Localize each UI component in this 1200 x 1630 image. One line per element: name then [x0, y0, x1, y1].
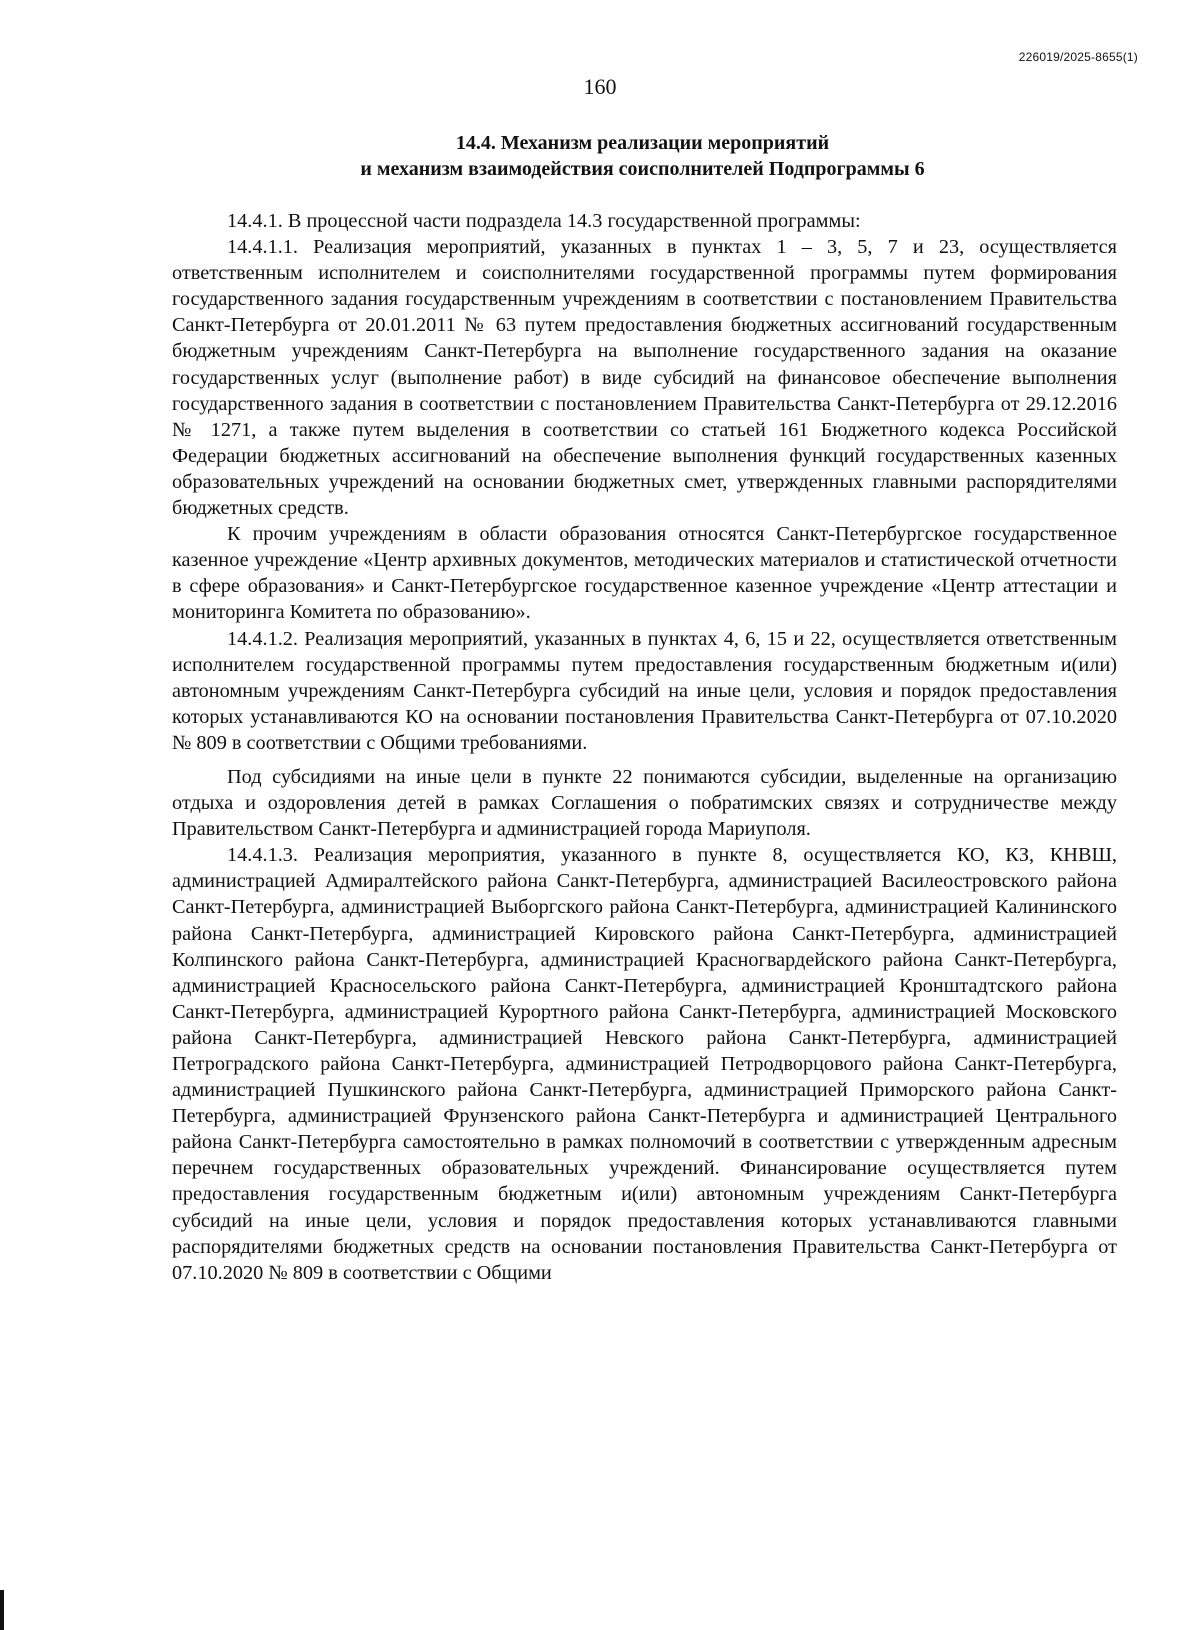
paragraph-other-institutions: К прочим учреждениям в области образования относятся Санкт-Петербургское государственное казенное учреждение «Центр архивных документов, методических материалов и статистической отчетности в сфере образования» и Санкт-Петербургское государственное казенное учреждение «Центр аттестации и мониторинга Комитета по образованию». — [172, 523, 1117, 624]
paragraph-14-4-1-1: 14.4.1.1. Реализация мероприятий, указанных в пунктах 1 – 3, 5, 7 и 23, осуществляется ответственным исполнителем и соисполнителями государственной программы путем формирования государственного задания государственным учреждениям в соответствии с постановлением Правительства Санкт-Петербурга от 20.01.2011 № 63 путем предоставления бюджетных ассигнований государственным бюджетным учреждениям Санкт-Петербурга на выполнение государственного задания на оказание государственных услуг (выполнение работ) в виде субсидий на финансовое обеспечение выполнения государственного задания в соответствии с постановлением Правительства Санкт-Петербурга от 29.12.2016 № 1271, а также путем выделения в соответствии со статьей 161 Бюджетного кодекса Российской Федерации бюджетных ассигнований на обеспечение выполнения функций государственных казенных образовательных учреждений на основании бюджетных смет, утвержденных главными распорядителями бюджетных средств. — [172, 236, 1117, 520]
document-body — [172, 208, 1117, 1286]
paragraph-14-4-1: 14.4.1. В процессной части подраздела 14.3 государственной программы: — [227, 210, 861, 232]
scan-edge-mark — [0, 1590, 4, 1630]
paragraph-14-4-1-2: 14.4.1.2. Реализация мероприятий, указанных в пунктах 4, 6, 15 и 22, осуществляется ответственным исполнителем государственной программы путем предоставления государственным бюджетным и(или) автономным учреждениям Санкт-Петербурга субсидий на иные цели, условия и порядок предоставления которых устанавливаются КО на основании постановления Правительства Санкт-Петербурга от 07.10.2020 № 809 в соответствии с Общими требованиями. — [172, 627, 1117, 754]
paragraph-14-4-1-3: 14.4.1.3. Реализация мероприятия, указанного в пункте 8, осуществляется КО, КЗ, КНВШ, администрацией Адмиралтейского района Санкт-Петербурга, администрацией Василеостровского района Санкт-Петербурга, администрацией Выборгского района Санкт-Петербурга, администрацией Калининского района Санкт-Петербурга, администрацией Кировского района Санкт-Петербурга, администрацией Колпинского района Санкт-Петербурга, администрацией Красногвардейского района Санкт-Петербурга, администрацией Красносельского района Санкт-Петербурга, администрацией Кронштадтского района Санкт-Петербурга, администрацией Курортного района Санкт-Петербурга, администрацией Московского района Санкт-Петербурга, администрацией Невского района Санкт-Петербурга, администрацией Петроградского района Санкт-Петербурга, администрацией Петродворцового района Санкт-Петербурга, администрацией Пушкинского района Санкт-Петербурга, администрацией Приморского района Санкт-Петербурга, администрацией Фрунзенского района Санкт-Петербурга и администрацией Центрального района Санкт-Петербурга самостоятельно в рамках полномочий в соответствии с утвержденным адресным перечнем государственных образовательных учреждений. Финансирование осуществляется путем предоставления государственным бюджетным и(или) автономным учреждениям Санкт-Петербурга субсидий на иные цели, условия и порядок предоставления которых устанавливаются главными распорядителями бюджетных средств на основании постановления Правительства Санкт-Петербурга от 07.10.2020 № 809 в соответствии с Общими — [172, 844, 1117, 1284]
section-title — [170, 130, 1115, 182]
section-title-line-1: 14.4. Механизм реализации мероприятий — [455, 132, 830, 154]
paragraph-subsidies-item-22: Под субсидиями на иные цели в пункте 22 понимаются субсидии, выделенные на организацию отдыха и оздоровления детей в рамках Соглашения о побратимских связях и сотрудничестве между Правительством Санкт-Петербурга и администрацией города Мариуполя. — [172, 765, 1117, 841]
page-number: 160 — [583, 74, 617, 99]
section-title-line-2: и механизм взаимодействия соисполнителей Подпрограммы 6 — [360, 158, 925, 180]
document-id: 226019/2025-8655(1) — [1018, 50, 1138, 64]
